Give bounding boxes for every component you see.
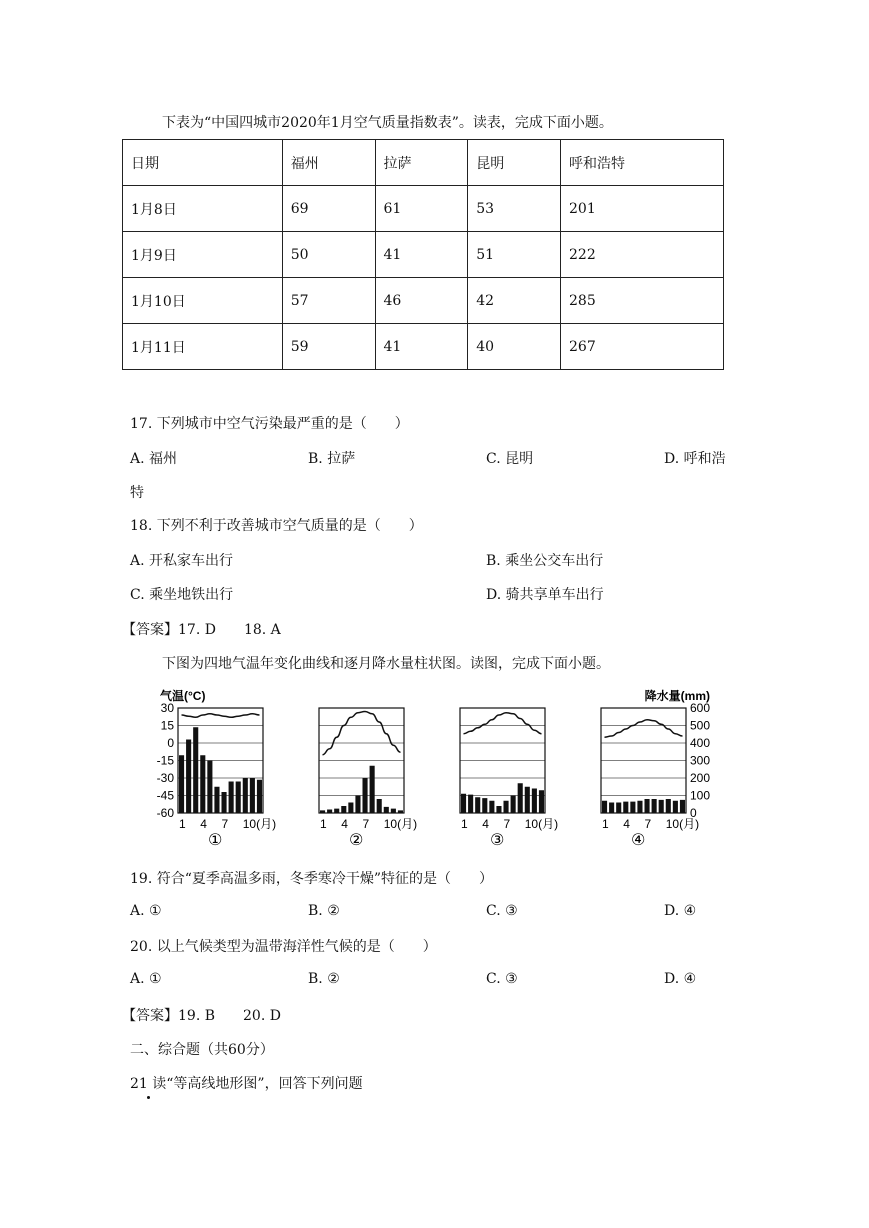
precipitation-bar: [616, 803, 621, 814]
x-tick-label: 7: [644, 817, 652, 831]
precipitation-bar: [644, 799, 649, 813]
table-header-cell: 拉萨: [375, 140, 468, 186]
right-axis-ticks: [690, 701, 710, 820]
x-tick-label: 1: [602, 817, 609, 831]
answer-19-20: 【答案】19. B 20. D: [122, 1008, 281, 1024]
precipitation-bar: [652, 799, 657, 813]
question-19-option-a: A. ①: [130, 903, 162, 919]
question-18-stem: 18. 下列不利于改善城市空气质量的是（ ）: [130, 518, 423, 534]
question-19-stem: 19. 符合“夏季高温多雨，冬季寒冷干燥”特征的是（ ）: [130, 871, 494, 887]
x-tick-label: 10(月): [665, 817, 700, 831]
question-19-option-b: B. ②: [308, 903, 340, 919]
table-header-cell: 呼和浩特: [561, 140, 724, 186]
precipitation-bar: [384, 807, 389, 813]
panel-label: ②: [349, 832, 364, 849]
x-tick-label: 10(月): [524, 817, 559, 831]
x-tick-label: 1: [320, 817, 327, 831]
table-cell: 69: [282, 186, 375, 232]
table-cell: 1月8日: [123, 186, 283, 232]
question-18-option-d: D. 骑共享单车出行: [486, 587, 604, 603]
precipitation-bar: [327, 810, 332, 814]
precipitation-bar: [489, 801, 494, 813]
air-quality-table: [122, 139, 724, 370]
table-header-row: [123, 140, 724, 186]
right-tick-label: 400: [690, 736, 711, 750]
table-cell: 41: [375, 232, 468, 278]
precipitation-bar: [609, 803, 614, 814]
left-axis-label: 气温(°C): [160, 689, 206, 703]
question-18-option-a: A. 开私家车出行: [130, 553, 234, 569]
precipitation-bar: [475, 797, 480, 813]
precipitation-bar: [511, 796, 516, 814]
precipitation-bar: [680, 800, 685, 813]
precipitation-bar: [602, 801, 607, 813]
climate-panel: [460, 708, 558, 849]
table-cell: 1月11日: [123, 324, 283, 370]
question-20-option-b: B. ②: [308, 971, 340, 987]
precipitation-bar: [207, 761, 212, 814]
left-axis-ticks: [157, 701, 175, 820]
question-17-option-c: C. 昆明: [486, 451, 534, 467]
precipitation-bar: [243, 778, 248, 813]
x-tick-label: 10(月): [242, 817, 277, 831]
precipitation-bar: [179, 755, 184, 813]
table-cell: 50: [282, 232, 375, 278]
temperature-line: [464, 713, 542, 734]
left-tick-label: 0: [167, 736, 174, 750]
question-20-option-c: C. ③: [486, 971, 518, 987]
precipitation-bar: [532, 789, 537, 814]
table-cell: 201: [561, 186, 724, 232]
precipitation-bar: [334, 809, 339, 813]
intro-text-2: 下图为四地气温年变化曲线和逐月降水量柱状图。读图，完成下面小题。: [162, 656, 610, 672]
table-cell: 1月10日: [123, 278, 283, 324]
right-tick-label: 0: [690, 806, 697, 820]
climate-panel: [601, 708, 699, 849]
question-20-option-d: D. ④: [664, 971, 697, 987]
right-axis-label: 降水量(mm): [644, 689, 710, 703]
table-cell: 53: [468, 186, 561, 232]
right-tick-label: 500: [690, 718, 711, 733]
precipitation-bar: [659, 800, 664, 813]
x-tick-label: 4: [482, 817, 489, 831]
precipitation-bar: [341, 806, 346, 813]
table-row: [123, 278, 724, 324]
temperature-line: [605, 720, 683, 738]
table-header-cell: 日期: [123, 140, 283, 186]
question-18-option-b: B. 乘坐公交车出行: [486, 553, 604, 569]
precipitation-bar: [186, 740, 191, 814]
precipitation-bar: [525, 787, 530, 813]
precipitation-bar: [221, 792, 226, 813]
precipitation-bar: [250, 778, 255, 813]
right-tick-label: 300: [690, 753, 711, 768]
precipitation-bar: [370, 766, 375, 813]
precipitation-bar: [539, 790, 544, 813]
question-19-option-c: C. ③: [486, 903, 518, 919]
question-20-option-a: A. ①: [130, 971, 162, 987]
precipitation-bar: [257, 780, 262, 813]
precipitation-bar: [391, 809, 396, 813]
precipitation-bar: [193, 727, 198, 813]
precipitation-bar: [355, 796, 360, 814]
table-cell: 40: [468, 324, 561, 370]
precipitation-bar: [398, 810, 403, 813]
table-row: [123, 324, 724, 370]
left-tick-label: -45: [156, 788, 174, 803]
precipitation-bar: [496, 806, 501, 813]
precipitation-bar: [630, 802, 635, 813]
x-tick-label: 10(月): [383, 817, 418, 831]
question-17-option-b: B. 拉萨: [308, 451, 356, 467]
precipitation-bar: [637, 801, 642, 813]
x-tick-label: 7: [221, 817, 229, 831]
table-cell: 57: [282, 278, 375, 324]
precipitation-bar: [236, 782, 241, 814]
panel-label: ③: [490, 832, 505, 849]
table-cell: 51: [468, 232, 561, 278]
right-tick-label: 600: [690, 701, 711, 715]
temperature-line: [182, 714, 260, 718]
table-cell: 267: [561, 324, 724, 370]
question-21-stem: 21 读“等高线地形图”，回答下列问题: [130, 1076, 363, 1092]
table-cell: 42: [468, 278, 561, 324]
table-row: [123, 232, 724, 278]
x-tick-label: 4: [341, 817, 348, 831]
question-17-option-d-continued: 特: [130, 485, 144, 501]
temperature-line: [323, 712, 401, 755]
precipitation-bar: [320, 810, 325, 813]
panel-label: ④: [631, 832, 646, 849]
x-tick-label: 1: [461, 817, 468, 831]
table-header-cell: 昆明: [468, 140, 561, 186]
left-tick-label: -30: [156, 771, 174, 785]
climate-chart: [0, 685, 869, 850]
precipitation-bar: [623, 802, 628, 813]
x-tick-label: 4: [623, 817, 630, 831]
question-17-option-a: A. 福州: [130, 451, 178, 467]
climate-panel: [319, 708, 417, 849]
x-tick-label: 7: [503, 817, 511, 831]
x-tick-label: 1: [179, 817, 186, 831]
precipitation-bar: [229, 782, 234, 814]
precipitation-bar: [503, 801, 508, 813]
precipitation-bar: [673, 801, 678, 813]
precipitation-bar: [518, 783, 523, 813]
precipitation-bar: [200, 755, 205, 813]
precipitation-bar: [214, 787, 219, 813]
left-tick-label: 30: [160, 701, 174, 715]
table-cell: 61: [375, 186, 468, 232]
precipitation-bar: [666, 799, 671, 813]
stray-dot: [147, 1096, 150, 1099]
climate-panel: [178, 708, 276, 849]
table-cell: 59: [282, 324, 375, 370]
precipitation-bar: [461, 794, 466, 813]
precipitation-bar: [468, 795, 473, 813]
question-17-stem: 17. 下列城市中空气污染最严重的是（ ）: [130, 416, 409, 432]
right-tick-label: 100: [690, 788, 711, 803]
x-tick-label: 4: [200, 817, 207, 831]
left-tick-label: -60: [156, 806, 174, 820]
table-header-cell: 福州: [282, 140, 375, 186]
table-cell: 1月9日: [123, 232, 283, 278]
table-cell: 41: [375, 324, 468, 370]
table-cell: 222: [561, 232, 724, 278]
table-row: [123, 186, 724, 232]
left-tick-label: 15: [160, 718, 174, 733]
chart-panels: [178, 708, 699, 849]
question-17-option-d: D. 呼和浩: [664, 451, 726, 467]
question-18-option-c: C. 乘坐地铁出行: [130, 587, 234, 603]
precipitation-bar: [377, 799, 382, 813]
table-cell: 46: [375, 278, 468, 324]
right-tick-label: 200: [690, 771, 711, 785]
x-tick-label: 7: [362, 817, 370, 831]
panel-label: ①: [208, 832, 223, 849]
precipitation-bar: [482, 798, 487, 813]
question-19-option-d: D. ④: [664, 903, 697, 919]
precipitation-bar: [348, 803, 353, 814]
question-20-stem: 20. 以上气候类型为温带海洋性气候的是（ ）: [130, 939, 437, 955]
left-tick-label: -15: [156, 753, 174, 768]
table-cell: 285: [561, 278, 724, 324]
answer-17-18: 【答案】17. D 18. A: [122, 622, 281, 638]
intro-text-1: 下表为“中国四城市2020年1月空气质量指数表”。读表，完成下面小题。: [162, 115, 613, 131]
section-heading: 二、综合题（共60分）: [130, 1042, 274, 1058]
precipitation-bar: [362, 778, 367, 813]
